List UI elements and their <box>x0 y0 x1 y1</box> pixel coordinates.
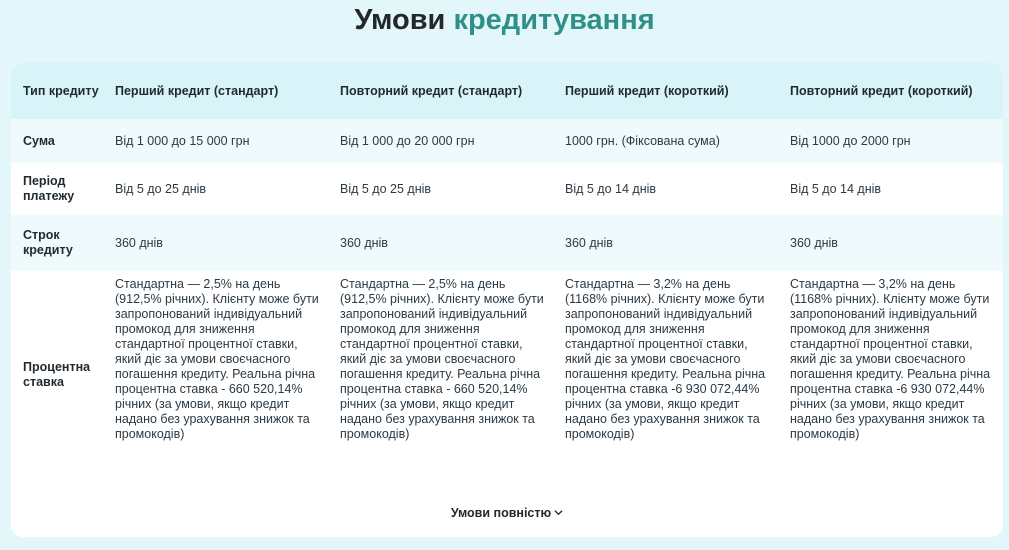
table-cell: 360 днів <box>790 235 838 250</box>
table-cell: Стандартна — 3,2% на день (1168% річних). Клієнту може бути запропонований індивідуальний промокод для зниження стандартної процентної ставки, який діє за умови своєчасного погашення кредиту. Реальна річна процентна ставка -6 930 072,44% річних (за умови, якщо кредит надано без урахування знижок та промокодів) <box>790 277 991 441</box>
table-row <box>11 215 1003 271</box>
table-cell: 360 днів <box>340 235 388 250</box>
table-cell: Від 5 до 14 днів <box>790 181 882 196</box>
table-cell: Від 5 до 14 днів <box>565 181 657 196</box>
column-header: Повторний кредит (короткий) <box>790 83 973 98</box>
row-label: Сума <box>23 133 55 148</box>
table-cell: Стандартна — 2,5% на день (912,5% річних). Клієнту може бути запропонований індивідуальний промокод для зниження стандартної процентної ставки, який діє за умови своєчасного погашення кредиту. Реальна річна процентна ставка - 660 520,14% річних (за умови, якщо кредит надано без урахування знижок та промокодів) <box>115 277 319 441</box>
table-cell: 360 днів <box>115 235 163 250</box>
title-part-1: Умови <box>354 4 446 36</box>
table-cell: Від 5 до 25 днів <box>115 181 207 196</box>
table-row <box>11 119 1003 163</box>
page-title <box>0 4 1009 46</box>
header-label: Тип кредиту <box>23 83 99 98</box>
chevron-down-icon <box>554 508 563 517</box>
table-cell: Від 1 000 до 20 000 грн <box>340 133 475 148</box>
title-part-2: кредитування <box>453 4 655 36</box>
table-footer <box>11 488 1003 537</box>
table-cell: Стандартна — 2,5% на день (912,5% річних). Клієнту може бути запропонований індивідуальний промокод для зниження стандартної процентної ставки, який діє за умови своєчасного погашення кредиту. Реальна річна процентна ставка - 660 520,14% річних (за умови, якщо кредит надано без урахування знижок та промокодів) <box>340 277 544 441</box>
row-label: Процентна ставка <box>23 360 91 389</box>
row-label: Період платежу <box>23 174 75 203</box>
table-row <box>11 271 1003 479</box>
column-header: Повторний кредит (стандарт) <box>340 83 523 98</box>
table-cell: Від 5 до 25 днів <box>340 181 432 196</box>
table-cell: 360 днів <box>565 235 613 250</box>
row-label: Строк кредиту <box>23 228 73 257</box>
table-row <box>11 163 1003 215</box>
table-header-row <box>11 63 1003 119</box>
show-full-terms-label: Умови повністю <box>450 505 552 520</box>
table-cell: Від 1 000 до 15 000 грн <box>115 133 250 148</box>
table-cell: 1000 грн. (Фіксована сума) <box>565 133 720 148</box>
column-header: Перший кредит (стандарт) <box>115 83 279 98</box>
table-cell: Від 1000 до 2000 грн <box>790 133 911 148</box>
credit-terms-table <box>11 63 1003 537</box>
table-cell: Стандартна — 3,2% на день (1168% річних). Клієнту може бути запропонований індивідуальний промокод для зниження стандартної процентної ставки, який діє за умови своєчасного погашення кредиту. Реальна річна процентна ставка -6 930 072,44% річних (за умови, якщо кредит надано без урахування знижок та промокодів) <box>565 277 766 441</box>
column-header: Перший кредит (короткий) <box>565 83 729 98</box>
show-full-terms-link[interactable] <box>451 506 563 520</box>
